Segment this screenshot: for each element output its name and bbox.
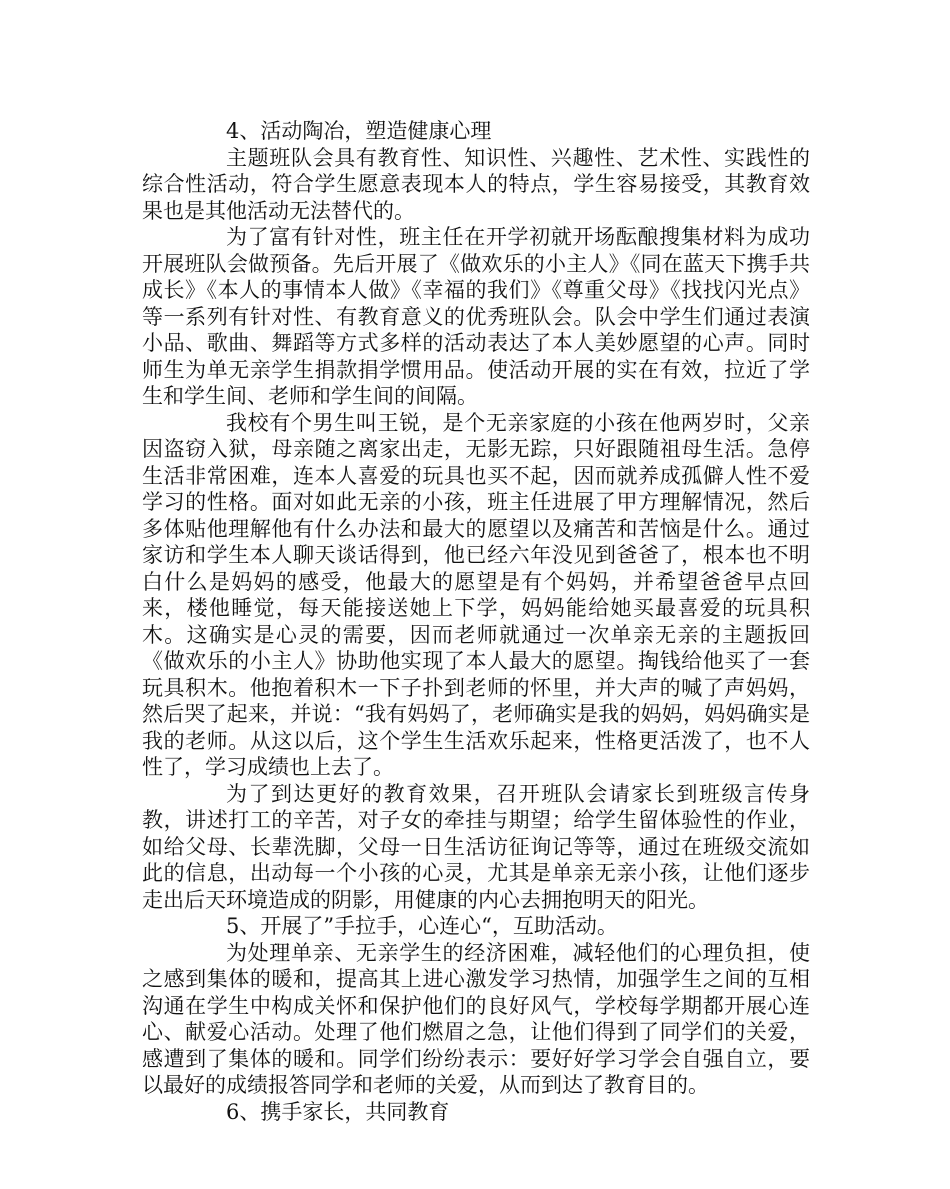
paragraph-wang-rui-story: 我校有个男生叫王锐，是个无亲家庭的小孩在他两岁时，父亲因盗窃入狱，母亲随之离家出走，无影无踪，只好跟随祖母生活。急停生活非常困难，连本人喜爱的玩具也买不起，因而就养成孤僻人性不爱学习的性格。面对如此无亲的小孩，班主任进展了甲方理解情况，然后多体贴他理解他有什么办法和最大的愿望以及痛苦和苦恼是什么。通过家访和学生本人聊天谈话得到，他已经六年没见到爸爸了，根本也不明白什么是妈妈的感受，他最大的愿望是有个妈妈，并希望爸爸早点回来，楼他睡觉，每天能接送她上下学，妈妈能给她买最喜爱的玩具积木。这确实是心灵的需要，因而老师就通过一次单亲无亲的主题扳回《做欢乐的小主人》协助他实现了本人最大的愿望。掏钱给他买了一套玩具积木。他抱着积木一下子扑到老师的怀里，并大声的喊了声妈妈，然后哭了起来，并说：“我有妈妈了，老师确实是我的妈妈，妈妈确实是我的老师。从这以后，这个学生生活欢乐起来，性格更活泼了，也不人性了，学习成绩也上去了。 xyxy=(142,410,810,779)
section-heading-4: 4、活动陶冶，塑造健康心理 xyxy=(226,119,492,143)
paragraph-class-meeting-series: 为了富有针对性，班主任在开学初就开场酝酿搜集材料为成功开展班队会做预备。先后开展了《做欢乐的小主人》《同在蓝天下携手共成长》《本人的事情本人做》《幸福的我们》《尊重父母》《找找闪光点》等一系列有针对性、有教育意义的优秀班队会。队会中学生们通过表演小品、歌曲、舞蹈等方式多样的活动表达了本人美妙愿望的心声。同时师生为单无亲学生捐款捐学惯用品。使活动开展的实在有效，拉近了学生和学生间、老师和学生间的间隔。 xyxy=(142,225,810,408)
section-heading-6: 6、携手家长，共同教育 xyxy=(226,1099,450,1124)
paragraph-parent-involvement: 为了到达更好的教育效果，召开班队会请家长到班级言传身教，讲述打工的辛苦，对子女的牵挂与期望；给学生留体验性的作业，如给父母、长辈洗脚，父母一日生活访征询记等等，通过在班级交流如此的信息，出动每一个小孩的心灵，尤其是单亲无亲小孩，让他们逐步走出后天环境造成的阴影，用健康的内心去拥抱明天的阳光。 xyxy=(142,781,810,912)
section-heading-5: 5、开展了”手拉手，心连心“，互助活动。 xyxy=(226,914,618,938)
paragraph-mutual-aid: 为处理单亲、无亲学生的经济困难，减轻他们的心理负担，使之感到集体的暖和，提高其上进心激发学习热情，加强学生之间的互相沟通在学生中构成关怀和保护他们的良好风气，学校每学期都开展心连心、献爱心活动。处理了他们燃眉之急，让他们得到了同学们的关爱，感遭到了集体的暖和。同学们纷纷表示：要好好学习学会自强自立，要以最好的成绩报答同学和老师的关爱，从而到达了教育目的。 xyxy=(142,940,810,1097)
paragraph-class-meeting-intro: 主题班队会具有教育性、知识性、兴趣性、艺术性、实践性的综合性活动，符合学生愿意表现本人的特点，学生容易接受，其教育效果也是其他活动无法替代的。 xyxy=(142,145,810,223)
document-page xyxy=(142,118,810,1125)
